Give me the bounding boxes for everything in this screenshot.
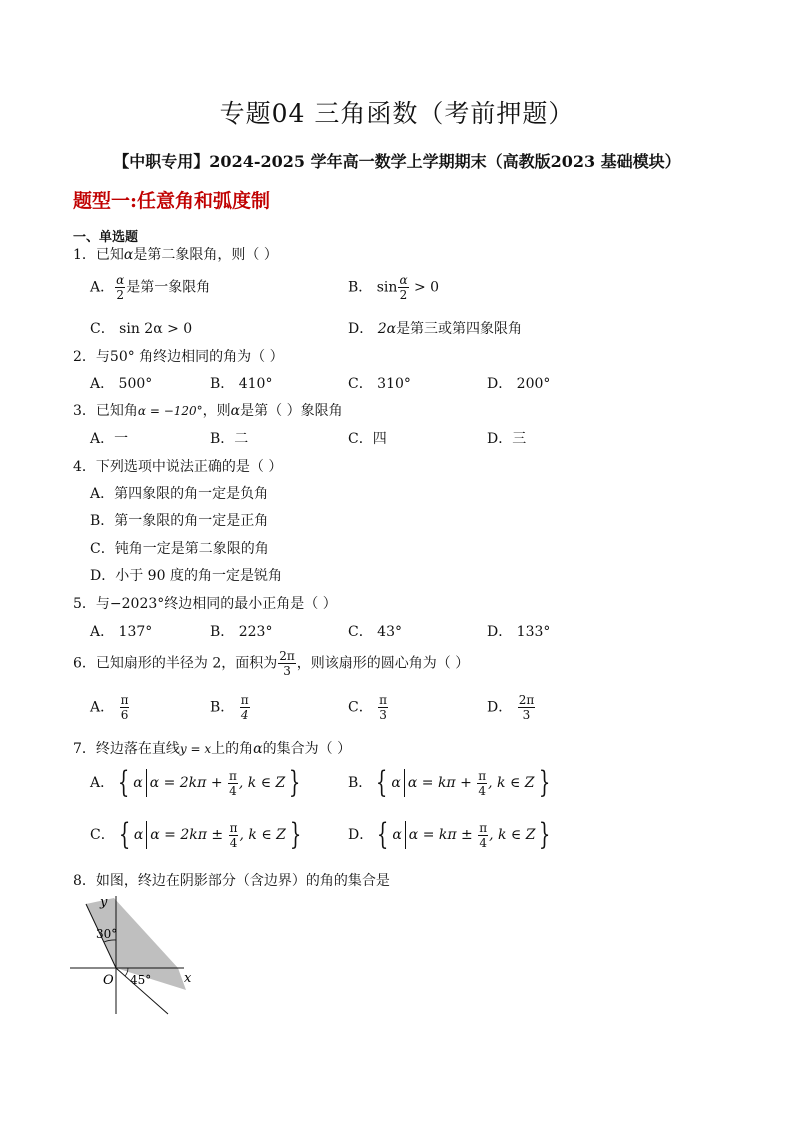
question-7-option-c: C． { α α = 2kπ ± $\frac{\pi}{4}$ , k ∈ Z }	[90, 817, 302, 852]
question-3-option-a: A．一	[90, 431, 129, 447]
question-7-option-b: B． { α α = kπ + $\frac{\pi}{4}$ , k ∈ Z }	[348, 765, 550, 800]
question-2-option-d: D． 200°	[487, 376, 551, 392]
question-5-option-a: A． 137°	[90, 624, 153, 640]
y-axis-label: y	[100, 895, 108, 910]
question-2-option-c: C． 310°	[348, 376, 411, 392]
question-2-option-b: B． 410°	[210, 376, 273, 392]
part-label: 一、单选题	[73, 230, 139, 245]
question-3-option-d: D．三	[487, 431, 527, 447]
question-6-option-a: A． $\frac{\pi}{6}$	[90, 693, 129, 722]
question-6-stem: 6．已知扇形的半径为 2，面积为 $\frac{2\pi}{3}$ ，则该扇形的圆心角为（ ）	[73, 649, 470, 678]
question-5-stem: 5．与−2023°终边相同的最小正角是（ ）	[73, 596, 337, 612]
question-3-option-c: C．四	[348, 431, 387, 447]
question-5-option-d: D． 133°	[487, 624, 551, 640]
question-2-stem: 2．与50° 角终边相同的角为（ ）	[73, 349, 284, 365]
question-6-option-d: D． $\frac{2\pi}{3}$	[487, 693, 535, 722]
question-7-stem: 7．终边落在直线y = x上的角α的集合为（ ）	[73, 741, 352, 757]
angle-30-label: 30°	[96, 927, 118, 941]
question-1-stem: 1．已知α是第二象限角，则（ ）	[73, 247, 278, 263]
question-8-stem: 8．如图，终边在阴影部分（含边界）的角的集合是	[73, 873, 390, 889]
question-1-option-a: A． $\frac{\alpha}{2}$ 是第一象限角	[90, 273, 211, 302]
question-6-option-b: B． $\frac{\pi}{4}$	[210, 693, 249, 722]
question-4-option-a: A．第四象限的角一定是负角	[90, 486, 269, 502]
origin-label: O	[103, 973, 114, 988]
question-3-option-b: B．二	[210, 431, 249, 447]
question-4-option-b: B．第一象限的角一定是正角	[90, 513, 269, 529]
x-axis-label: x	[184, 971, 192, 986]
section-heading: 题型一:任意角和弧度制	[73, 190, 271, 212]
question-4-option-d: D．小于 90 度的角一定是锐角	[90, 568, 282, 584]
angle-figure	[68, 892, 198, 1017]
question-4-stem: 4．下列选项中说法正确的是（ ）	[73, 459, 283, 475]
question-6-option-c: C． $\frac{\pi}{3}$	[348, 693, 388, 722]
question-5-option-c: C． 43°	[348, 624, 402, 640]
question-2-option-a: A． 500°	[90, 376, 153, 392]
question-1-option-c: C． sin 2α > 0	[90, 321, 193, 337]
question-1-option-b: B． sin $\frac{\alpha}{2}$ > 0	[348, 273, 440, 302]
page-subtitle: 【中职专用】2024-2025 学年高一数学上学期期末（高教版2023 基础模块）	[113, 152, 681, 171]
question-1-option-d: D． 2α是第三或第四象限角	[348, 321, 523, 337]
question-4-option-c: C．钝角一定是第二象限的角	[90, 541, 269, 557]
question-7-option-d: D． { α α = kπ ± $\frac{\pi}{4}$ , k ∈ Z }	[348, 817, 551, 852]
angle-45-label: 45°	[130, 973, 152, 987]
page-title: 专题04 三角函数（考前押题）	[219, 99, 575, 128]
question-5-option-b: B． 223°	[210, 624, 273, 640]
question-7-option-a: A． { α α = 2kπ + $\frac{\pi}{4}$ , k ∈ Z }	[90, 765, 301, 800]
question-3-stem: 3．已知角α = −120°，则α是第（ ）象限角	[73, 403, 343, 419]
